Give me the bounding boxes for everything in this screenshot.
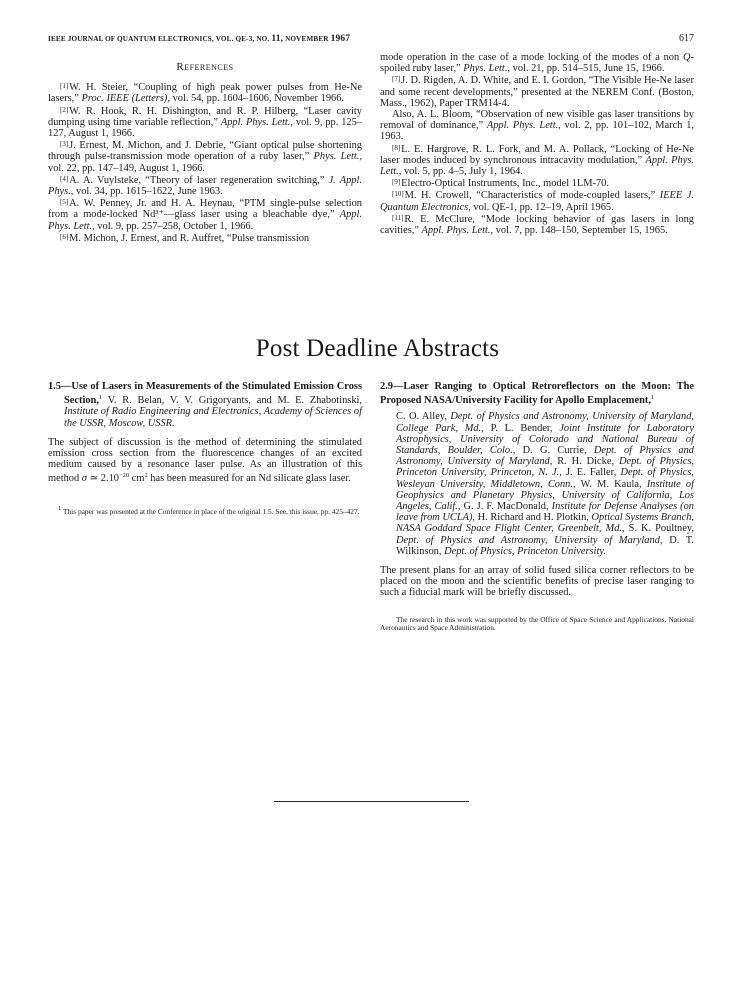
references-heading: References [176,61,234,73]
reference-text: Also, A. L. Bloom, “Observation of new visible gas laser transitions by removal of dominance,” [380,109,694,132]
reference-item [48,81,362,104]
reference-text: W. H. Steier, “Coupling of high peak power pulses from He-Ne lasers,” [48,82,362,105]
author-affiliation: Joint Institute for Laboratory Astrophysics, University of Colorado and National Bureau of Standards, Boulder, Colo., [396,422,695,457]
reference-tail: vol. 54, pp. 1604–1606, November 1966. [169,93,344,105]
reference-text: J. Ernest, M. Michon, and J. Debrie, “Giant optical pulse shortening through pulse-transmission mode operation of a ruby laser,” [48,140,362,163]
references-right-column [380,52,694,236]
section-title: Post Deadline Abstracts [255,334,500,362]
reference-tail: vol. QE-1, pp. 12–19, April 1965. [470,201,614,213]
issue-number: 11, [271,34,284,44]
reference-source: J. Appl. Phys., [48,174,362,198]
reference-item [48,139,362,174]
reference-source: Appl. Phys. Lett., [486,120,561,132]
reference-item [380,189,694,212]
reference-source: Phys. Lett., [463,63,511,75]
reference-item [380,109,694,143]
author-affiliation: Optical Systems Branch, NASA Goddard Space Flight Center, Greenbelt, Md., [396,512,694,535]
author-affiliation: Dept. of Physics and Astronomy, University of Maryland, College Park, Md., [396,411,694,434]
horizontal-rule [274,801,469,802]
abstract-authors: V. R. Belan, V. V. Grigoryants, and M. E. Zhabotinski, [102,395,362,407]
abstract-2-9 [380,381,694,640]
author-affiliation: Dept. of Physics, Princeton University, Princeton, N. J., [396,456,694,479]
body-text: cm [129,473,145,485]
reference-number: [10] [392,190,404,199]
footnote: The research in this work was supported by the Office of Space Science and Applications, National Aeronautics and Space Administration. [380,614,694,633]
issue-month: NOVEMBER [285,35,329,43]
reference-item [48,197,362,232]
reference-number: [9] [392,178,401,187]
reference-item [380,177,694,189]
reference-source: IEEE J. Quantum Electronics, [380,190,694,213]
reference-text: J. D. Rigden, A. D. White, and E. I. Gordon, “The Visible He-Ne laser and some recent developments,” presented at the NEREM Conf. (Boston, Mass., 1962), Paper TRM14-4. [380,75,694,109]
abstract-title: 1.5—Use of Lasers in Measurements of the Stimulated Emission Cross Section, [48,381,362,407]
body-text: ≃ 2.10 [86,473,119,485]
abstract-title: 2.9—Laser Ranging to Optical Retroreflectors on the Moon: The Proposed NASA/University Facility for Apollo Emplacement, [380,381,694,407]
reference-number: [7] [392,75,401,84]
unit-exponent: 2 [144,472,148,480]
abstract-header [48,381,362,429]
reference-text: L. E. Hargrove, R. L. Fork, and M. A. Pollack, “Locking of He-Ne laser modes induced by synchronous intracavity modulation,” [380,143,694,166]
reference-text: A. W. Penney, Jr. and H. A. Heynau, “PTM single-pulse selection from a mode-locked Nd³⁺—glass laser using a bleachable dye,” [48,198,362,221]
reference-text: W. R. Hook, R. H. Dishington, and R. P. Hilberg, “Laser cavity dumping using time variable reflection,” [48,105,362,128]
author-affiliation: Dept. of Physics, Wesleyan University, Middletown, Conn., [396,467,694,490]
reference-source: Appl. Phys. Lett., [380,154,694,178]
footnote-text: This paper was presented at the Conference in place of the original 1.5. See, this issue, pp. 425–427. [61,506,360,516]
author-name: D. G. Currie, [515,445,594,457]
reference-number: [8] [392,143,401,152]
body-text: The subject of discussion is the method of determining the stimulated emission cross section from the fluorescence changes of an excited medium caused by a resonance laser pulse. As an illustration of this method [48,436,362,485]
author-name: P. L. Bender, [483,422,560,434]
abstract-body [48,437,362,485]
reference-text: M. Michon, J. Ernest, and R. Auffret, “Pulse transmission [69,232,310,244]
reference-text: mode operation in the case of a mode locking of the modes of a non [380,52,684,63]
reference-text: -spoiled ruby laser,” [380,52,694,75]
reference-item [380,74,694,109]
reference-source: Appl. Phys. Lett., [220,116,293,128]
references-left-column [48,60,362,244]
reference-number: [4] [60,174,69,183]
journal-title-text: IEEE JOURNAL OF QUANTUM ELECTRONICS, VOL. QE-3, NO. [48,35,270,43]
reference-number: [2] [60,105,69,114]
author-affiliation: Dept. of Physics and Astronomy, University of Maryland, [396,534,663,546]
author-name: D. T. Wilkinson, [396,534,694,557]
author-name: S. K. Poultney, [624,523,694,535]
author-affiliation: Institute of Geophysics and Planetary Physics, University of California, Los Angeles, Calif., [396,478,694,513]
author-affiliation: Dept. of Physics and Astronomy, University of Maryland, [396,445,694,468]
author-name: J. E. Faller, [561,467,621,479]
author-name: G. J. F. MacDonald, [460,501,552,513]
reference-continuation [380,52,694,74]
reference-tail: vol. 22, pp. 147–149, August 1, 1966. [48,162,206,174]
issue-year: 1967 [330,34,351,44]
reference-number: [1] [60,82,69,91]
reference-tail: vol. 9, pp. 257–258, October 1, 1966. [94,220,254,232]
footnote-number: 1 [58,504,62,512]
abstract-header [380,381,694,406]
q-italic: Q [683,52,691,63]
footnote-marker: 1 [650,394,655,402]
abstract-affiliation: Institute of Radio Engineering and Electronics, Academy of Sciences of the USSR, Moscow, USSR. [64,406,362,429]
reference-tail: vol. 21, pp. 514–515, June 15, 1966. [510,63,665,75]
author-affiliation: Dept. of Physics, Princeton University. [444,545,606,557]
reference-item [380,213,694,236]
reference-text: A. A. Vuylsteke, “Theory of laser regeneration switching,” [69,174,329,186]
reference-text: Electro-Optical Instruments, Inc., model 1LM-70. [401,178,609,190]
reference-item [48,232,362,244]
reference-number: [6] [60,232,69,241]
reference-item [380,143,694,178]
abstract-authors [380,411,694,557]
body-text: has been measured for an Nd silicate glass laser. [147,473,351,485]
author-affiliation: Institute for Defense Analyses (on leave from UCLA), [396,501,694,524]
abstract-body: The present plans for an array of solid fused silica corner reflectors to be placed on the moon and the scientific benefits of precise laser ranging to such a fiducial mark will be briefly discussed. [380,565,694,599]
author-name: W. M. Kaula, [575,478,647,490]
reference-number: [3] [60,140,69,149]
reference-tail: vol. 7, pp. 148–150, September 15, 1965. [493,225,668,237]
sigma-symbol: σ [81,473,87,485]
author-name: H. Richard and H. Plotkin, [475,512,592,524]
reference-text: R. E. McClure, “Mode locking behavior of gas lasers in long cavities,” [380,213,694,237]
author-name: R. H. Dicke, [552,456,619,468]
journal-name [48,33,350,45]
page-number: 617 [679,33,694,44]
abstract-1-5 [48,381,362,523]
reference-source: Appl. Phys. Lett., [421,225,494,237]
running-head [48,33,694,47]
exponent: −20 [118,472,130,480]
reference-item [48,174,362,197]
reference-text: M. H. Crowell, “Characteristics of mode-coupled lasers,” [404,190,660,202]
reference-tail: vol. 9, pp. 125–127, August 1, 1966. [48,116,362,140]
reference-source: Appl. Phys. Lett., [48,209,362,232]
reference-source: Phys. Lett., [313,151,362,163]
reference-source: Proc. IEEE (Letters), [81,93,170,105]
footnote-marker: 1 [98,394,103,402]
reference-tail: vol. 2, pp. 101–102, March 1, 1963. [380,120,694,143]
reference-item [48,105,362,140]
reference-number: [5] [60,198,69,207]
reference-tail: vol. 5, pp. 4–5, July 1, 1964. [401,166,523,178]
footnote [48,505,362,516]
author-name: C. O. Alley, [396,411,451,423]
reference-number: [11] [392,213,404,222]
reference-tail: vol. 34, pp. 1615–1622, June 1963. [73,186,223,198]
